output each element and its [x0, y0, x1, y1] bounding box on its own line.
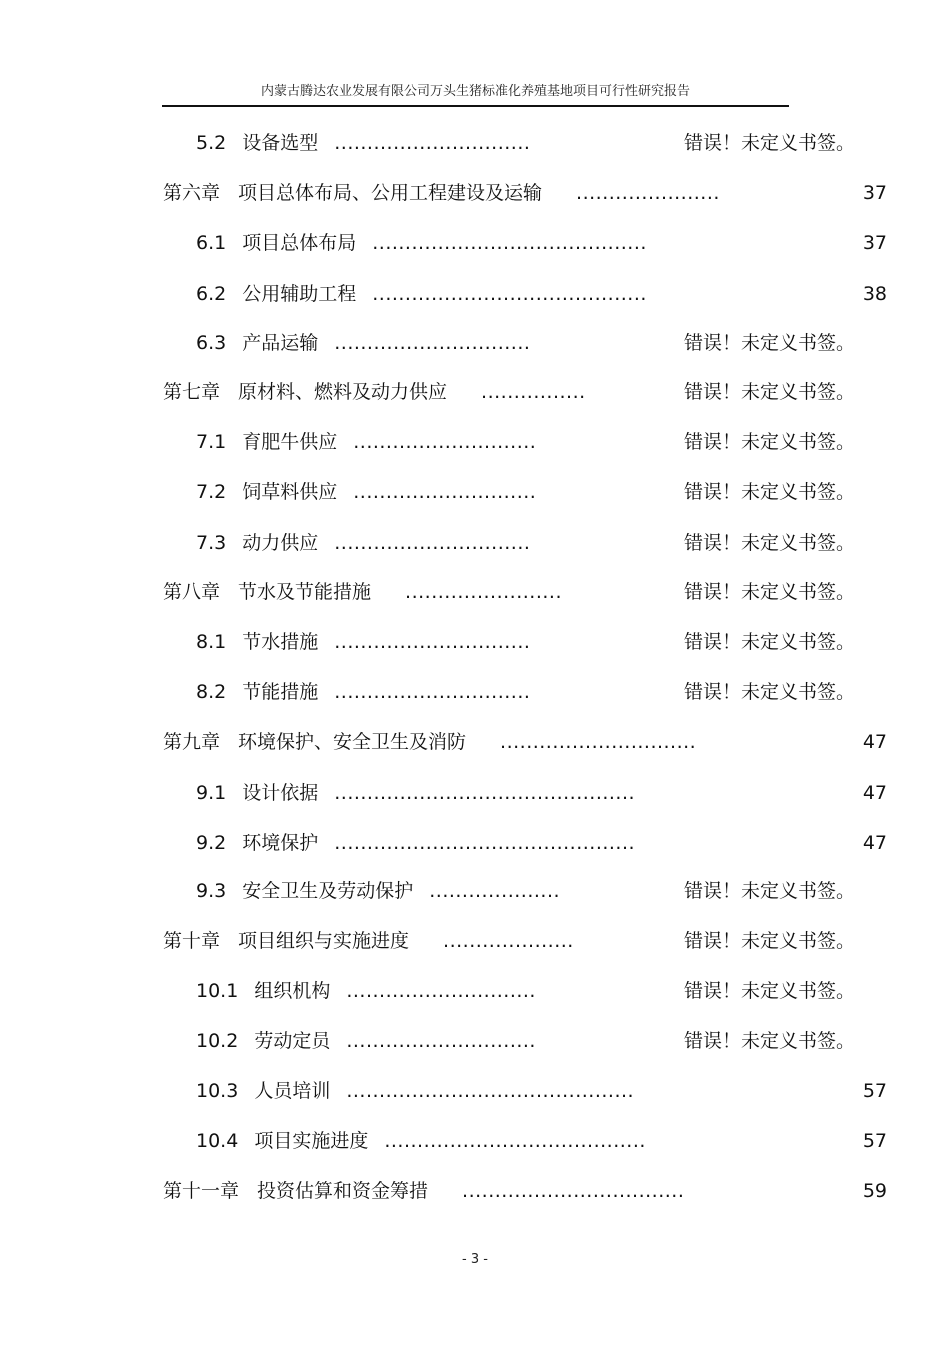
- toc-page: 错误！未定义书签。: [684, 681, 856, 703]
- toc-page: 37: [862, 182, 887, 204]
- toc-entry[interactable]: [0, 976, 950, 1006]
- toc-page: 错误！未定义书签。: [684, 631, 856, 653]
- toc-number: 7.3: [196, 532, 227, 554]
- toc-entry[interactable]: [0, 677, 950, 707]
- page-number: - 3 -: [462, 1252, 488, 1267]
- toc-page: 37: [862, 232, 887, 254]
- running-header: 内蒙古腾达农业发展有限公司万头生猪标准化养殖基地项目可行性研究报告: [260, 84, 690, 99]
- toc-leader: ....................: [429, 880, 561, 902]
- toc-leader: ..........................................: [372, 232, 647, 254]
- toc-entry[interactable]: [0, 828, 950, 858]
- header-rule: [162, 105, 789, 107]
- toc-page: 错误！未定义书签。: [684, 332, 856, 354]
- toc-leader: ............................: [353, 481, 537, 503]
- toc-number: 第六章: [163, 182, 221, 204]
- toc-title: 节水及节能措施: [238, 581, 372, 603]
- toc-title: 设计依据: [242, 782, 319, 804]
- toc-title: 原材料、燃料及动力供应: [238, 381, 448, 403]
- toc-entry[interactable]: [0, 1076, 950, 1106]
- toc-entry[interactable]: [0, 876, 950, 906]
- toc-number: 第九章: [163, 731, 221, 753]
- toc-title: 饲草料供应: [242, 481, 338, 503]
- toc-leader: ..............................................: [334, 832, 636, 854]
- toc-entry[interactable]: [0, 128, 950, 158]
- toc-page: 错误！未定义书签。: [684, 132, 856, 154]
- toc-number: 9.3: [196, 880, 227, 902]
- toc-entry[interactable]: [0, 1176, 950, 1206]
- toc-page: 57: [862, 1080, 887, 1102]
- toc-number: 7.2: [196, 481, 227, 503]
- toc-entry[interactable]: [0, 279, 950, 309]
- toc-page: 错误！未定义书签。: [684, 381, 856, 403]
- toc-entry[interactable]: [0, 1026, 950, 1056]
- toc-page: 错误！未定义书签。: [684, 980, 856, 1002]
- toc-title: 环境保护、安全卫生及消防: [238, 731, 467, 753]
- toc-leader: ............................: [353, 431, 537, 453]
- toc-title: 育肥牛供应: [242, 431, 338, 453]
- toc-entry[interactable]: [0, 1126, 950, 1156]
- toc-page: 错误！未定义书签。: [684, 481, 856, 503]
- toc-number: 7.1: [196, 431, 227, 453]
- toc-number: 第十章: [163, 930, 221, 952]
- toc-title: 设备选型: [242, 132, 319, 154]
- toc-number: 10.2: [196, 1030, 239, 1052]
- toc-entry[interactable]: [0, 528, 950, 558]
- toc-title: 人员培训: [254, 1080, 331, 1102]
- toc-page: 错误！未定义书签。: [684, 532, 856, 554]
- toc-page: 47: [862, 832, 887, 854]
- toc-number: 6.2: [196, 283, 227, 305]
- toc-leader: ..............................................: [334, 782, 636, 804]
- toc-title: 安全卫生及劳动保护: [242, 880, 414, 902]
- toc-page: 错误！未定义书签。: [684, 1030, 856, 1052]
- toc-leader: ..............................: [500, 731, 697, 753]
- toc-number: 10.3: [196, 1080, 239, 1102]
- toc-page: 59: [862, 1180, 887, 1202]
- toc-title: 动力供应: [242, 532, 319, 554]
- toc-entry[interactable]: [0, 727, 950, 757]
- toc-entry[interactable]: [0, 228, 950, 258]
- toc-number: 10.4: [196, 1130, 239, 1152]
- toc-leader: ..........................................: [372, 283, 647, 305]
- toc-title: 节水措施: [242, 631, 319, 653]
- toc-leader: ........................: [405, 581, 562, 603]
- toc-page: 错误！未定义书签。: [684, 581, 856, 603]
- toc-number: 10.1: [196, 980, 239, 1002]
- toc-entry[interactable]: [0, 328, 950, 358]
- toc-leader: ............................................: [346, 1080, 635, 1102]
- toc-number: 8.2: [196, 681, 227, 703]
- toc-entry[interactable]: [0, 778, 950, 808]
- toc-entry[interactable]: [0, 477, 950, 507]
- toc-leader: ......................: [576, 182, 720, 204]
- toc-leader: .............................: [346, 1030, 536, 1052]
- toc-leader: ........................................: [384, 1130, 646, 1152]
- toc-leader: ..............................: [334, 132, 531, 154]
- toc-leader: ....................: [443, 930, 574, 952]
- toc-title: 组织机构: [254, 980, 331, 1002]
- toc-title: 产品运输: [242, 332, 319, 354]
- toc-number: 第八章: [163, 581, 221, 603]
- toc-title: 环境保护: [242, 832, 319, 854]
- toc-title: 节能措施: [242, 681, 319, 703]
- toc-title: 项目组织与实施进度: [238, 930, 410, 952]
- toc-number: 9.2: [196, 832, 227, 854]
- toc-entry[interactable]: [0, 577, 950, 607]
- toc-page: 错误！未定义书签。: [684, 431, 856, 453]
- toc-leader: .............................: [346, 980, 536, 1002]
- toc-entry[interactable]: [0, 377, 950, 407]
- toc-title: 项目实施进度: [254, 1130, 369, 1152]
- toc-title: 劳动定员: [254, 1030, 331, 1052]
- toc-leader: ................: [481, 381, 586, 403]
- toc-leader: ..............................: [334, 332, 531, 354]
- toc-title: 项目总体布局: [242, 232, 357, 254]
- toc-entry[interactable]: [0, 926, 950, 956]
- toc-entry[interactable]: [0, 627, 950, 657]
- toc-number: 5.2: [196, 132, 227, 154]
- toc-number: 6.3: [196, 332, 227, 354]
- toc-page: 错误！未定义书签。: [684, 880, 856, 902]
- toc-page: 错误！未定义书签。: [684, 930, 856, 952]
- toc-number: 6.1: [196, 232, 227, 254]
- toc-page: 47: [862, 731, 887, 753]
- toc-page: 47: [862, 782, 887, 804]
- toc-title: 公用辅助工程: [242, 283, 357, 305]
- toc-leader: ..............................: [334, 532, 531, 554]
- toc-page: 57: [862, 1130, 887, 1152]
- toc-title: 投资估算和资金筹措: [257, 1180, 429, 1202]
- toc-leader: ..............................: [334, 681, 531, 703]
- toc-entry[interactable]: [0, 427, 950, 457]
- toc-title: 项目总体布局、公用工程建设及运输: [238, 182, 543, 204]
- toc-number: 8.1: [196, 631, 227, 653]
- toc-leader: ..................................: [462, 1180, 685, 1202]
- toc-leader: ..............................: [334, 631, 531, 653]
- toc-number: 第十一章: [163, 1180, 240, 1202]
- toc-entry[interactable]: [0, 178, 950, 208]
- toc-number: 9.1: [196, 782, 227, 804]
- toc-number: 第七章: [163, 381, 221, 403]
- toc-page: 38: [862, 283, 887, 305]
